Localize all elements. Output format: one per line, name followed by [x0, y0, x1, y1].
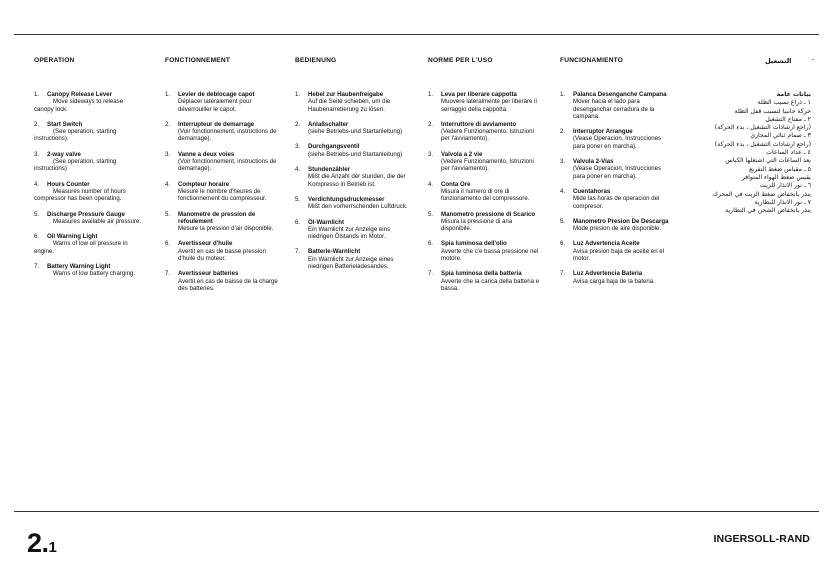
item-title: Start Switch	[47, 120, 83, 128]
item-number: 4.	[560, 187, 566, 195]
arabic-line: ٥ ـ مقياس ضغط التفريغ	[749, 165, 811, 173]
list-item	[34, 263, 142, 278]
arabic-line: حركة جانبيا لتسيب قفل الظلة	[734, 107, 811, 115]
list-item	[428, 91, 544, 113]
list-item	[165, 270, 281, 292]
list-item	[295, 121, 412, 136]
list-item	[295, 248, 412, 270]
arabic-line: ٣ ـ صمام ثنائي المجاري	[750, 132, 811, 140]
arabic-line: (راجع ارشادات التشغيل ، بدء الحركة)	[714, 124, 811, 132]
list-item	[295, 166, 412, 188]
item-text: Ein Warnlicht zur Anzeige eines niedrigen Batterieladesandes.	[308, 255, 394, 271]
page-number	[27, 528, 56, 559]
item-title: Avertisseur d'huile	[178, 240, 233, 248]
list-item	[34, 91, 142, 113]
item-text: Avertit en cas de basse pression d'huile du moteur.	[178, 247, 266, 263]
column-english	[34, 91, 142, 286]
item-title: Oil Warning Light	[47, 233, 98, 241]
item-title: Luz Advertencia Bateria	[573, 270, 643, 278]
header-german: BEDIENUNG	[295, 57, 337, 64]
item-number: 2.	[560, 128, 566, 136]
item-title: Stundenzähler	[308, 166, 350, 174]
item-number: 1.	[428, 91, 434, 98]
list-item	[428, 240, 544, 262]
item-title: Cuentahoras	[573, 187, 611, 195]
item-title: Avertisseur batteries	[178, 270, 239, 278]
list-item	[428, 181, 544, 203]
item-number: 7.	[560, 270, 566, 278]
item-number: 3.	[165, 150, 171, 158]
item-text: (See operation, starting instructions).	[34, 128, 117, 143]
item-title: Manometro pressione di Scarico	[441, 210, 536, 218]
header-arabic: التشغيل	[765, 57, 792, 65]
item-text: (Vease Operacion, Instrucciones para poner en marcha).	[573, 165, 662, 180]
item-text: (Vedere Funzionamento, Istruzioni per l'avviamento).	[441, 128, 534, 143]
list-item	[165, 121, 281, 143]
item-text: (siehe Betriebs-und Startanleitung)	[308, 128, 403, 136]
column-arabic	[633, 91, 811, 215]
item-number: 1.	[34, 91, 40, 98]
item-number: 2.	[295, 120, 301, 128]
column-italian	[428, 91, 544, 300]
list-item	[34, 151, 142, 173]
item-number: 3.	[560, 158, 566, 166]
item-number: 5.	[295, 195, 301, 203]
item-title: Valvola a 2 vie	[441, 150, 483, 158]
column-french	[165, 91, 281, 300]
item-text: (See operation, starting instructions)	[34, 158, 117, 173]
list-item	[560, 240, 673, 262]
item-title: Luz Advertencia Aceite	[573, 240, 640, 248]
header-spanish: FUNCIONAMIENTO	[560, 57, 624, 64]
arabic-line: يعد الساعات التي اشتغلها الكباس	[725, 157, 811, 165]
item-number: 1.	[295, 91, 301, 98]
item-title: Valvula 2-Vias	[573, 158, 614, 166]
header-italian: NORME PER L'USO	[428, 57, 493, 64]
item-text: Mesure le nombre d'heures de fonctionnement du compresseur.	[178, 187, 267, 203]
item-title: Manometre de pression de refoulement	[178, 210, 256, 225]
item-number: 2.	[428, 120, 434, 128]
item-text: (Vease Operacion, Instrucciones para poner en marcha).	[573, 135, 662, 150]
item-text: Mide las horas de operacion del compresor.	[573, 195, 660, 210]
arabic-line: ينذر بانخفاض الشحن في البطارية	[725, 207, 811, 215]
item-text: Mesure la pression d'air disponible.	[178, 225, 274, 233]
item-number: 3.	[428, 150, 434, 158]
item-text: Avisa presion baja de aceite en el motor.	[573, 247, 665, 263]
list-item	[428, 211, 544, 233]
item-text: Misura la pressione di aria disponibile.	[441, 217, 513, 233]
item-number: 2.	[165, 120, 171, 128]
item-title: 2-way valve	[47, 150, 81, 158]
item-text: Warns of low battery charging.	[53, 270, 136, 278]
item-number: 5.	[428, 210, 434, 218]
item-number: 6.	[165, 240, 171, 248]
item-title: Interruttore di avviamento	[441, 120, 517, 128]
item-title: Spia luminosa della batteria	[441, 270, 522, 278]
page-number-sub: 1	[48, 539, 57, 556]
item-title: Interrupteur de demarrage	[178, 120, 255, 128]
item-number: 3.	[295, 143, 301, 151]
item-number: 5.	[165, 210, 171, 218]
item-number: 4.	[295, 166, 301, 174]
arabic-line: ٦ ـ نور الانذار للزيت	[760, 182, 811, 190]
list-item	[428, 121, 544, 143]
list-item	[34, 233, 142, 255]
item-number: 7.	[165, 270, 171, 278]
arabic-line: بيانات عامة	[776, 91, 811, 98]
list-item	[165, 240, 281, 262]
item-title: Hebel zur Haubenfreigabe	[308, 91, 384, 98]
item-title: Levier de deblocage capot	[178, 91, 255, 98]
list-item	[34, 181, 142, 203]
item-text: Mover hacia el lado para desenganchar cerradura de la campana.	[573, 98, 655, 120]
item-number: 1.	[560, 91, 566, 98]
item-title: Conta Ore	[441, 180, 471, 188]
page-number-main: 2.	[27, 528, 49, 558]
arabic-line: ٤ ـ عداد الساعات	[766, 149, 811, 157]
item-number: 7.	[428, 270, 434, 278]
item-number: 1.	[165, 91, 171, 98]
item-text: Misura il numero di ore di funzionamento del compressore.	[441, 187, 530, 203]
list-item	[295, 219, 412, 241]
item-title: Batterie-Warnlicht	[308, 248, 361, 256]
item-title: Öl-Warnlicht	[308, 218, 344, 226]
item-title: Vanne a deux voies	[178, 150, 235, 158]
item-title: Discharge Pressure Gauge	[47, 210, 125, 218]
bottom-rule	[14, 511, 819, 512]
arabic-line: ٢ ـ مفتاح التشغيل	[765, 115, 811, 123]
item-title: Durchgangsventil	[308, 143, 360, 151]
item-text: Mißt den vorherrschenden Luftdruck.	[308, 203, 408, 211]
item-number: 6.	[560, 240, 566, 248]
item-title: Battery Warning Light	[47, 263, 111, 271]
list-item	[560, 218, 673, 233]
item-text: Avverte che la carica della batteria e bassa.	[441, 277, 540, 292]
list-item	[34, 121, 142, 143]
top-rule	[14, 34, 819, 35]
item-title: Spia luminosa dell'olio	[441, 240, 507, 248]
item-number: 7.	[295, 248, 301, 256]
item-number: 4.	[34, 180, 40, 188]
item-number: 6.	[34, 233, 40, 241]
brand-logo: INGERSOLL-RAND	[713, 533, 810, 545]
item-text: Measures number of hours compressor has been operating.	[34, 187, 126, 203]
item-number: 4.	[165, 180, 171, 188]
item-number: 7.	[34, 263, 40, 271]
item-text: Avisa carga baja de la bateria.	[573, 277, 655, 285]
item-text: Ein Warnlicht zur Anzeige eins niedrigen Ölstands im Motor.	[308, 225, 391, 241]
header-french: FONCTIONNEMENT	[165, 57, 231, 64]
item-number: 6.	[295, 218, 301, 226]
item-title: Leva per liberare cappotta	[441, 91, 517, 98]
item-title: Hours Counter	[47, 180, 90, 188]
header-dash: -	[812, 57, 815, 64]
item-text: Muovere lateralmente per liberare il serraggio della cappotta.	[441, 98, 537, 113]
list-item	[295, 196, 412, 211]
item-title: Verdichtungsdruckmesser	[308, 195, 385, 203]
list-item	[165, 211, 281, 233]
item-title: Anlaßschalter	[308, 120, 349, 128]
item-text: (Vedere Funzionamento, Istruzioni per l'avviamento).	[441, 158, 534, 173]
item-title: Canopy Release Lever	[47, 91, 113, 98]
item-number: 3.	[34, 150, 40, 158]
item-number: 2.	[34, 120, 40, 128]
list-item	[428, 151, 544, 173]
item-text: (Voir fonctionnement, instructions de demarrage).	[178, 158, 277, 173]
item-text: Avertit en cas de baisse de la charge des batteries.	[178, 277, 278, 292]
item-text: Mode presion de aire disponible.	[573, 225, 662, 233]
item-number: 6.	[428, 240, 434, 248]
list-item	[295, 143, 412, 158]
item-number: 4.	[428, 180, 434, 188]
header-english: OPERATION	[34, 57, 75, 64]
list-item	[560, 270, 673, 285]
item-number: 5.	[34, 210, 40, 218]
item-text: Auf die Seite schieben, um die Haubenarretierung zu lösen.	[308, 98, 391, 113]
column-german	[295, 91, 412, 278]
item-text: Avverte che c'e bassa pressione nel motore.	[441, 247, 539, 263]
item-text: Mißt die Anzahl der stunden, die der Kompresso in Betrieb ist.	[308, 173, 406, 188]
item-title: Palanca Desenganche Campana	[573, 91, 667, 98]
item-text: (siehe Betriebs-und Startanleitung)	[308, 150, 403, 158]
arabic-line: يقيس ضغط الهواء المتوافر	[741, 173, 811, 181]
arabic-line: ينذر بانخفاض ضغط الزيت في المحرك	[712, 190, 811, 198]
list-item	[165, 91, 281, 113]
list-item	[428, 270, 544, 292]
item-title: Manometro Presion De Descarga	[573, 217, 669, 225]
item-number: 5.	[560, 217, 566, 225]
item-text: Warns of low oil pressure in engine.	[34, 240, 128, 255]
arabic-line: ١ ـ ذراع تسيب الظلة	[757, 99, 811, 107]
list-item	[165, 181, 281, 203]
item-title: Compteur horaire	[178, 180, 230, 188]
list-item	[165, 151, 281, 173]
item-text: Déplacer latéralement pour déverrouiller le capot.	[178, 98, 252, 113]
item-text: Move sideways to release canopy lock.	[34, 98, 124, 113]
list-item	[34, 211, 142, 226]
arabic-line: ٧ ـ نور الانذار للبطارية	[754, 198, 811, 206]
item-title: Interruptor Arrangue	[573, 128, 633, 136]
arabic-line: (راجع ارشادات التشغيل ، بدء الحركة)	[714, 140, 811, 148]
item-text: (Voir fonctionnement, instructions de demarrage).	[178, 128, 277, 143]
item-text: Measures available air pressure.	[53, 217, 142, 225]
list-item	[295, 91, 412, 113]
